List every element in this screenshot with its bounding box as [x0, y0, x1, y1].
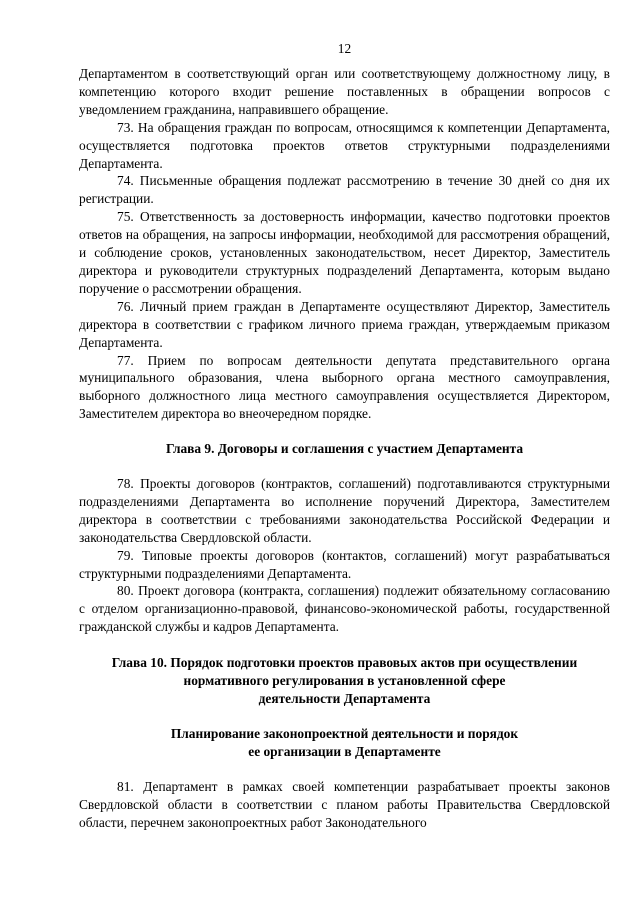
chapter-9-title: Глава 9. Договоры и соглашения с участием Департамента: [165, 441, 524, 457]
item-78: 78. Проекты договоров (контрактов, соглашений) подготавливаются структурными подразделениями Департамента во исполнение поручений Директора, Заместителем директора в соответствии с требованиями законодательства Российской Федерации и законодательства Свердловской области.: [79, 476, 610, 545]
item-76: 76. Личный прием граждан в Департаменте осуществляют Директор, Заместитель директора в соответствии с графиком личного приема граждан, утверждаемым приказом Департамента.: [79, 298, 610, 350]
item-77: 77. Прием по вопросам деятельности депутата представительного органа муниципального образования, члена выборного органа местного самоуправления, выборного должностного лица местного самоуправления осуществляется Директором, Заместителем директора во внеочередном порядке.: [79, 352, 610, 422]
chapter-10-title-line-2: нормативного регулирования в установленной сфере: [183, 673, 506, 689]
document-page: [79, 40, 610, 831]
chapter-10-title-line-3: деятельности Департамента: [258, 691, 431, 706]
item-73: 73. На обращения граждан по вопросам, относящимся к компетенции Департамента, осуществляется подготовка проектов ответов структурными подразделениями Департамента.: [79, 119, 610, 171]
chapter-10-title: [79, 654, 610, 708]
item-79: 79. Типовые проекты договоров (контактов, соглашений) могут разрабатываться структурными подразделениями Департамента.: [79, 547, 610, 581]
subsection-title-line-1: Планирование законопроектной деятельности и порядок: [170, 725, 519, 741]
subsection-title: [79, 725, 610, 761]
page-number: 12: [337, 41, 352, 56]
subsection-title-line-2: ее организации в Департаменте: [248, 743, 441, 759]
item-74: 74. Письменные обращения подлежат рассмотрению в течение 30 дней со дня их регистрации.: [79, 173, 610, 207]
intro-paragraph: Департаментом в соответствующий орган или соответствующему должностному лицу, в компетенцию которого входит решение поставленных в обращении вопросов с уведомлением гражданина, направившего обращение.: [79, 66, 610, 117]
item-81: 81. Департамент в рамках своей компетенции разрабатывает проекты законов Свердловской области в соответствии с планом работы Правительства Свердловской области, перечнем законопроектных работ Законодательного: [79, 778, 610, 830]
chapter-10-title-line-1: Глава 10. Порядок подготовки проектов правовых актов при осуществлении: [111, 655, 578, 671]
item-80: 80. Проект договора (контракта, соглашения) подлежит обязательному согласованию с отделом организационно-правовой, финансово-экономической работы, государственной гражданской службы и кадров Департамента.: [79, 583, 610, 635]
item-75: 75. Ответственность за достоверность информации, качество подготовки проектов ответов на обращения, на запросы информации, необходимой для рассмотрения обращений, и соблюдение сроков, установленных законодательством, несет Директор, Заместитель директора и руководители структурных подразделений Департамента, которым выдано поручение о рассмотрении обращения.: [79, 209, 610, 296]
